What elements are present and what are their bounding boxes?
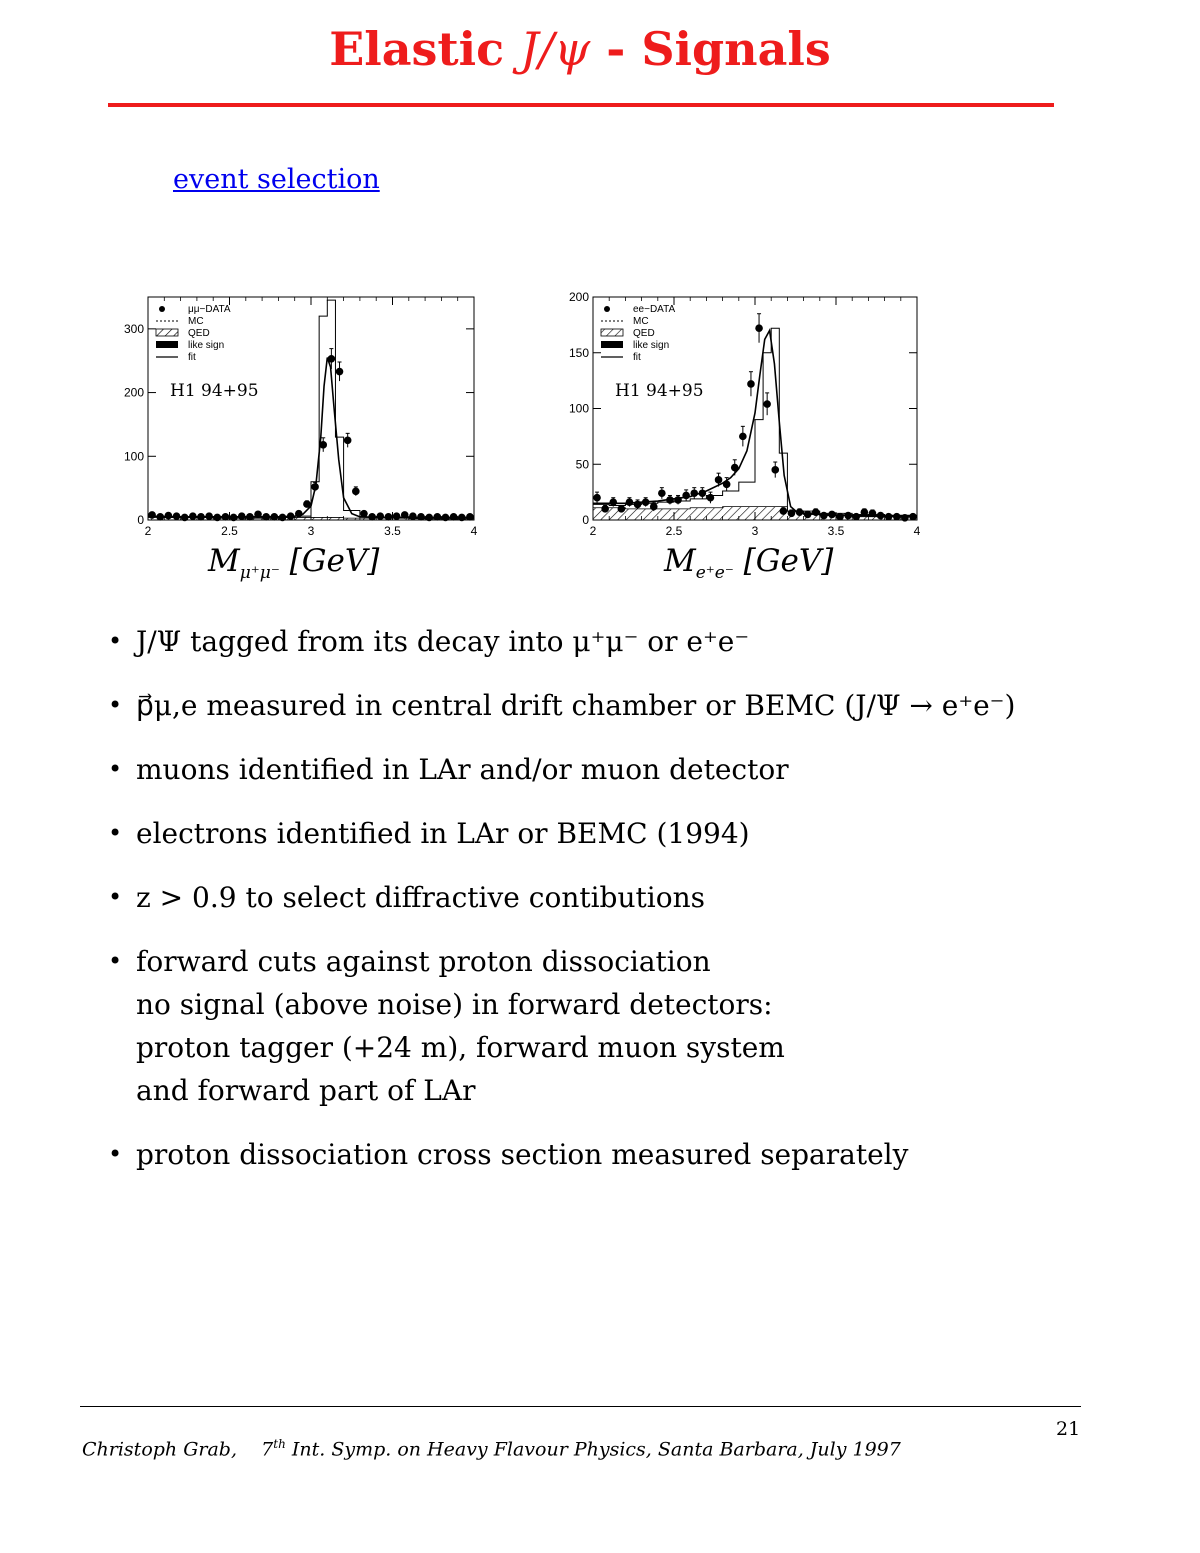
data-point: [852, 513, 860, 521]
legend-symbol-qed: [601, 329, 623, 336]
data-point: [861, 508, 869, 516]
data-point: [287, 512, 295, 520]
data-point: [844, 512, 852, 520]
data-point: [401, 511, 409, 519]
bullet-item: [108, 940, 1168, 1112]
bullet-text: proton dissociation cross section measured separately: [136, 1138, 909, 1171]
data-point: [634, 501, 642, 509]
data-point: [434, 513, 442, 521]
data-point: [173, 512, 181, 520]
x-tick-label: 3.5: [827, 524, 845, 538]
xlabel-ee: $M_{e^+e^-}$ [GeV]: [664, 543, 834, 584]
data-point: [618, 505, 626, 513]
data-point: [336, 368, 344, 376]
legend-entry: ee−DATA: [633, 304, 676, 315]
data-point: [893, 513, 901, 521]
data-point: [674, 496, 682, 504]
footer-citation: Christoph Grab, 7th Int. Symp. on Heavy Flavour Physics, Santa Barbara, July 1997: [82, 1437, 901, 1461]
data-point: [254, 510, 262, 518]
data-point: [715, 476, 723, 484]
legend-entry: fit: [188, 352, 196, 363]
bullet-dot: •: [108, 947, 123, 975]
legend-symbol-like-sign: [601, 341, 623, 348]
data-point: [409, 512, 417, 520]
page-number: 21: [1056, 1418, 1081, 1440]
data-point: [352, 488, 360, 496]
data-point: [828, 511, 836, 519]
histogram-plots: [0, 0, 1200, 560]
bullet-text: p⃗μ,e measured in central drift chamber or BEMC (J/Ψ → e⁺e⁻): [136, 689, 1016, 722]
bullet-item: [108, 812, 1168, 855]
y-tick-label: 200: [123, 385, 144, 400]
footer-rule: [80, 1406, 1081, 1407]
y-tick-label: 100: [123, 449, 144, 464]
data-point: [885, 513, 893, 521]
data-point: [771, 466, 779, 474]
data-point: [788, 510, 796, 518]
legend-entry: like sign: [188, 340, 225, 351]
data-point: [303, 500, 311, 508]
bullet-item: [108, 620, 1168, 663]
data-point: [877, 512, 885, 520]
bullet-text: forward cuts against proton dissociation no signal (above noise) in forward detectors: proton tagger (+24 m), forward muon system and forward part of LAr: [136, 945, 785, 1107]
data-point: [246, 513, 254, 521]
data-point: [731, 464, 739, 472]
data-point: [393, 512, 401, 520]
chart-ee: [569, 290, 921, 538]
bullet-text: electrons identified in LAr or BEMC (1994): [136, 817, 750, 850]
legend-symbol-qed: [156, 329, 178, 336]
data-point: [780, 507, 788, 515]
legend-entry: MC: [633, 316, 649, 327]
xlabel-mumu: $M_{\mu^+\mu^-}$ [GeV]: [208, 543, 380, 584]
data-point: [319, 441, 327, 449]
y-tick-label: 300: [123, 321, 144, 336]
data-point: [417, 513, 425, 521]
data-point: [271, 513, 279, 521]
data-point: [836, 513, 844, 521]
title-prefix: Elastic: [329, 22, 521, 76]
title-suffix: - Signals: [590, 22, 831, 76]
data-point: [360, 510, 368, 518]
event-selection-link[interactable]: event selection: [173, 164, 380, 195]
data-point: [328, 355, 336, 363]
x-tick-label: 2: [589, 524, 597, 538]
data-point: [311, 483, 319, 491]
data-point: [804, 511, 812, 519]
data-point: [165, 512, 173, 520]
data-point: [707, 494, 715, 502]
data-point: [368, 513, 376, 521]
bullet-text: J/Ψ tagged from its decay into μ⁺μ⁻ or e⁺e⁻: [136, 625, 750, 658]
data-point: [189, 512, 197, 520]
legend-symbol-data: [604, 306, 610, 312]
bullet-dot: •: [108, 627, 123, 655]
title-math: J/ψ: [520, 22, 591, 76]
data-point: [593, 494, 601, 502]
data-point: [609, 498, 617, 506]
data-point: [156, 513, 164, 521]
data-point: [295, 510, 303, 518]
data-point: [755, 324, 763, 332]
data-point: [262, 513, 270, 521]
data-point: [466, 513, 474, 521]
x-tick-label: 2: [144, 524, 152, 538]
plot-annotation: H1 94+95: [615, 381, 704, 401]
bullet-item: [108, 1133, 1168, 1176]
legend-symbol-like-sign: [156, 341, 178, 348]
y-tick-label: 0: [582, 513, 589, 527]
bullet-text: z > 0.9 to select diffractive contibutions: [136, 881, 705, 914]
y-tick-label: 0: [137, 513, 144, 527]
y-tick-label: 50: [575, 457, 589, 472]
bullet-dot: •: [108, 819, 123, 847]
bullet-dot: •: [108, 1140, 123, 1168]
legend-entry: like sign: [633, 340, 670, 351]
legend-entry: QED: [633, 328, 655, 339]
bullet-item: [108, 684, 1168, 727]
y-tick-label: 200: [568, 290, 589, 304]
legend-symbol-data: [159, 306, 165, 312]
data-point: [197, 513, 205, 521]
bullet-item: [108, 876, 1168, 919]
x-tick-label: 4: [913, 524, 921, 538]
data-point: [385, 513, 393, 521]
data-point: [626, 498, 634, 506]
x-tick-label: 3: [751, 524, 759, 538]
data-point: [205, 512, 213, 520]
legend-entry: QED: [188, 328, 210, 339]
bullet-dot: •: [108, 691, 123, 719]
data-point: [601, 505, 609, 513]
data-point: [909, 513, 917, 521]
data-point: [650, 503, 658, 511]
x-tick-label: 3: [307, 524, 315, 538]
bullet-list: [108, 620, 1168, 1197]
data-point: [682, 492, 690, 500]
mc-histogram: [593, 328, 917, 516]
data-point: [747, 380, 755, 388]
data-point: [699, 489, 707, 497]
data-point: [344, 437, 352, 445]
data-point: [820, 512, 828, 520]
legend-entry: μμ−DATA: [188, 304, 231, 315]
data-point: [376, 512, 384, 520]
data-point: [739, 433, 747, 441]
data-point: [238, 512, 246, 520]
data-point: [666, 496, 674, 504]
x-tick-label: 2.5: [221, 524, 238, 538]
data-point: [222, 513, 230, 521]
data-point: [642, 498, 650, 506]
data-point: [690, 489, 698, 497]
bullet-dot: •: [108, 883, 123, 911]
bullet-text: muons identified in LAr and/or muon detector: [136, 753, 789, 786]
data-point: [148, 511, 156, 519]
data-point: [658, 489, 666, 497]
x-tick-label: 2.5: [665, 524, 683, 538]
x-tick-label: 4: [470, 524, 478, 538]
data-point: [796, 508, 804, 516]
bullet-item: [108, 748, 1168, 791]
y-tick-label: 100: [568, 401, 589, 416]
data-point: [763, 400, 771, 408]
data-point: [812, 508, 820, 516]
bullet-dot: •: [108, 755, 123, 783]
x-tick-label: 3.5: [384, 524, 401, 538]
data-point: [869, 510, 877, 518]
chart-mumu: [124, 297, 478, 538]
data-point: [723, 481, 731, 489]
legend-entry: fit: [633, 352, 641, 363]
plot-annotation: H1 94+95: [170, 381, 259, 401]
y-tick-label: 150: [568, 345, 589, 360]
data-point: [450, 513, 458, 521]
legend-entry: MC: [188, 316, 204, 327]
